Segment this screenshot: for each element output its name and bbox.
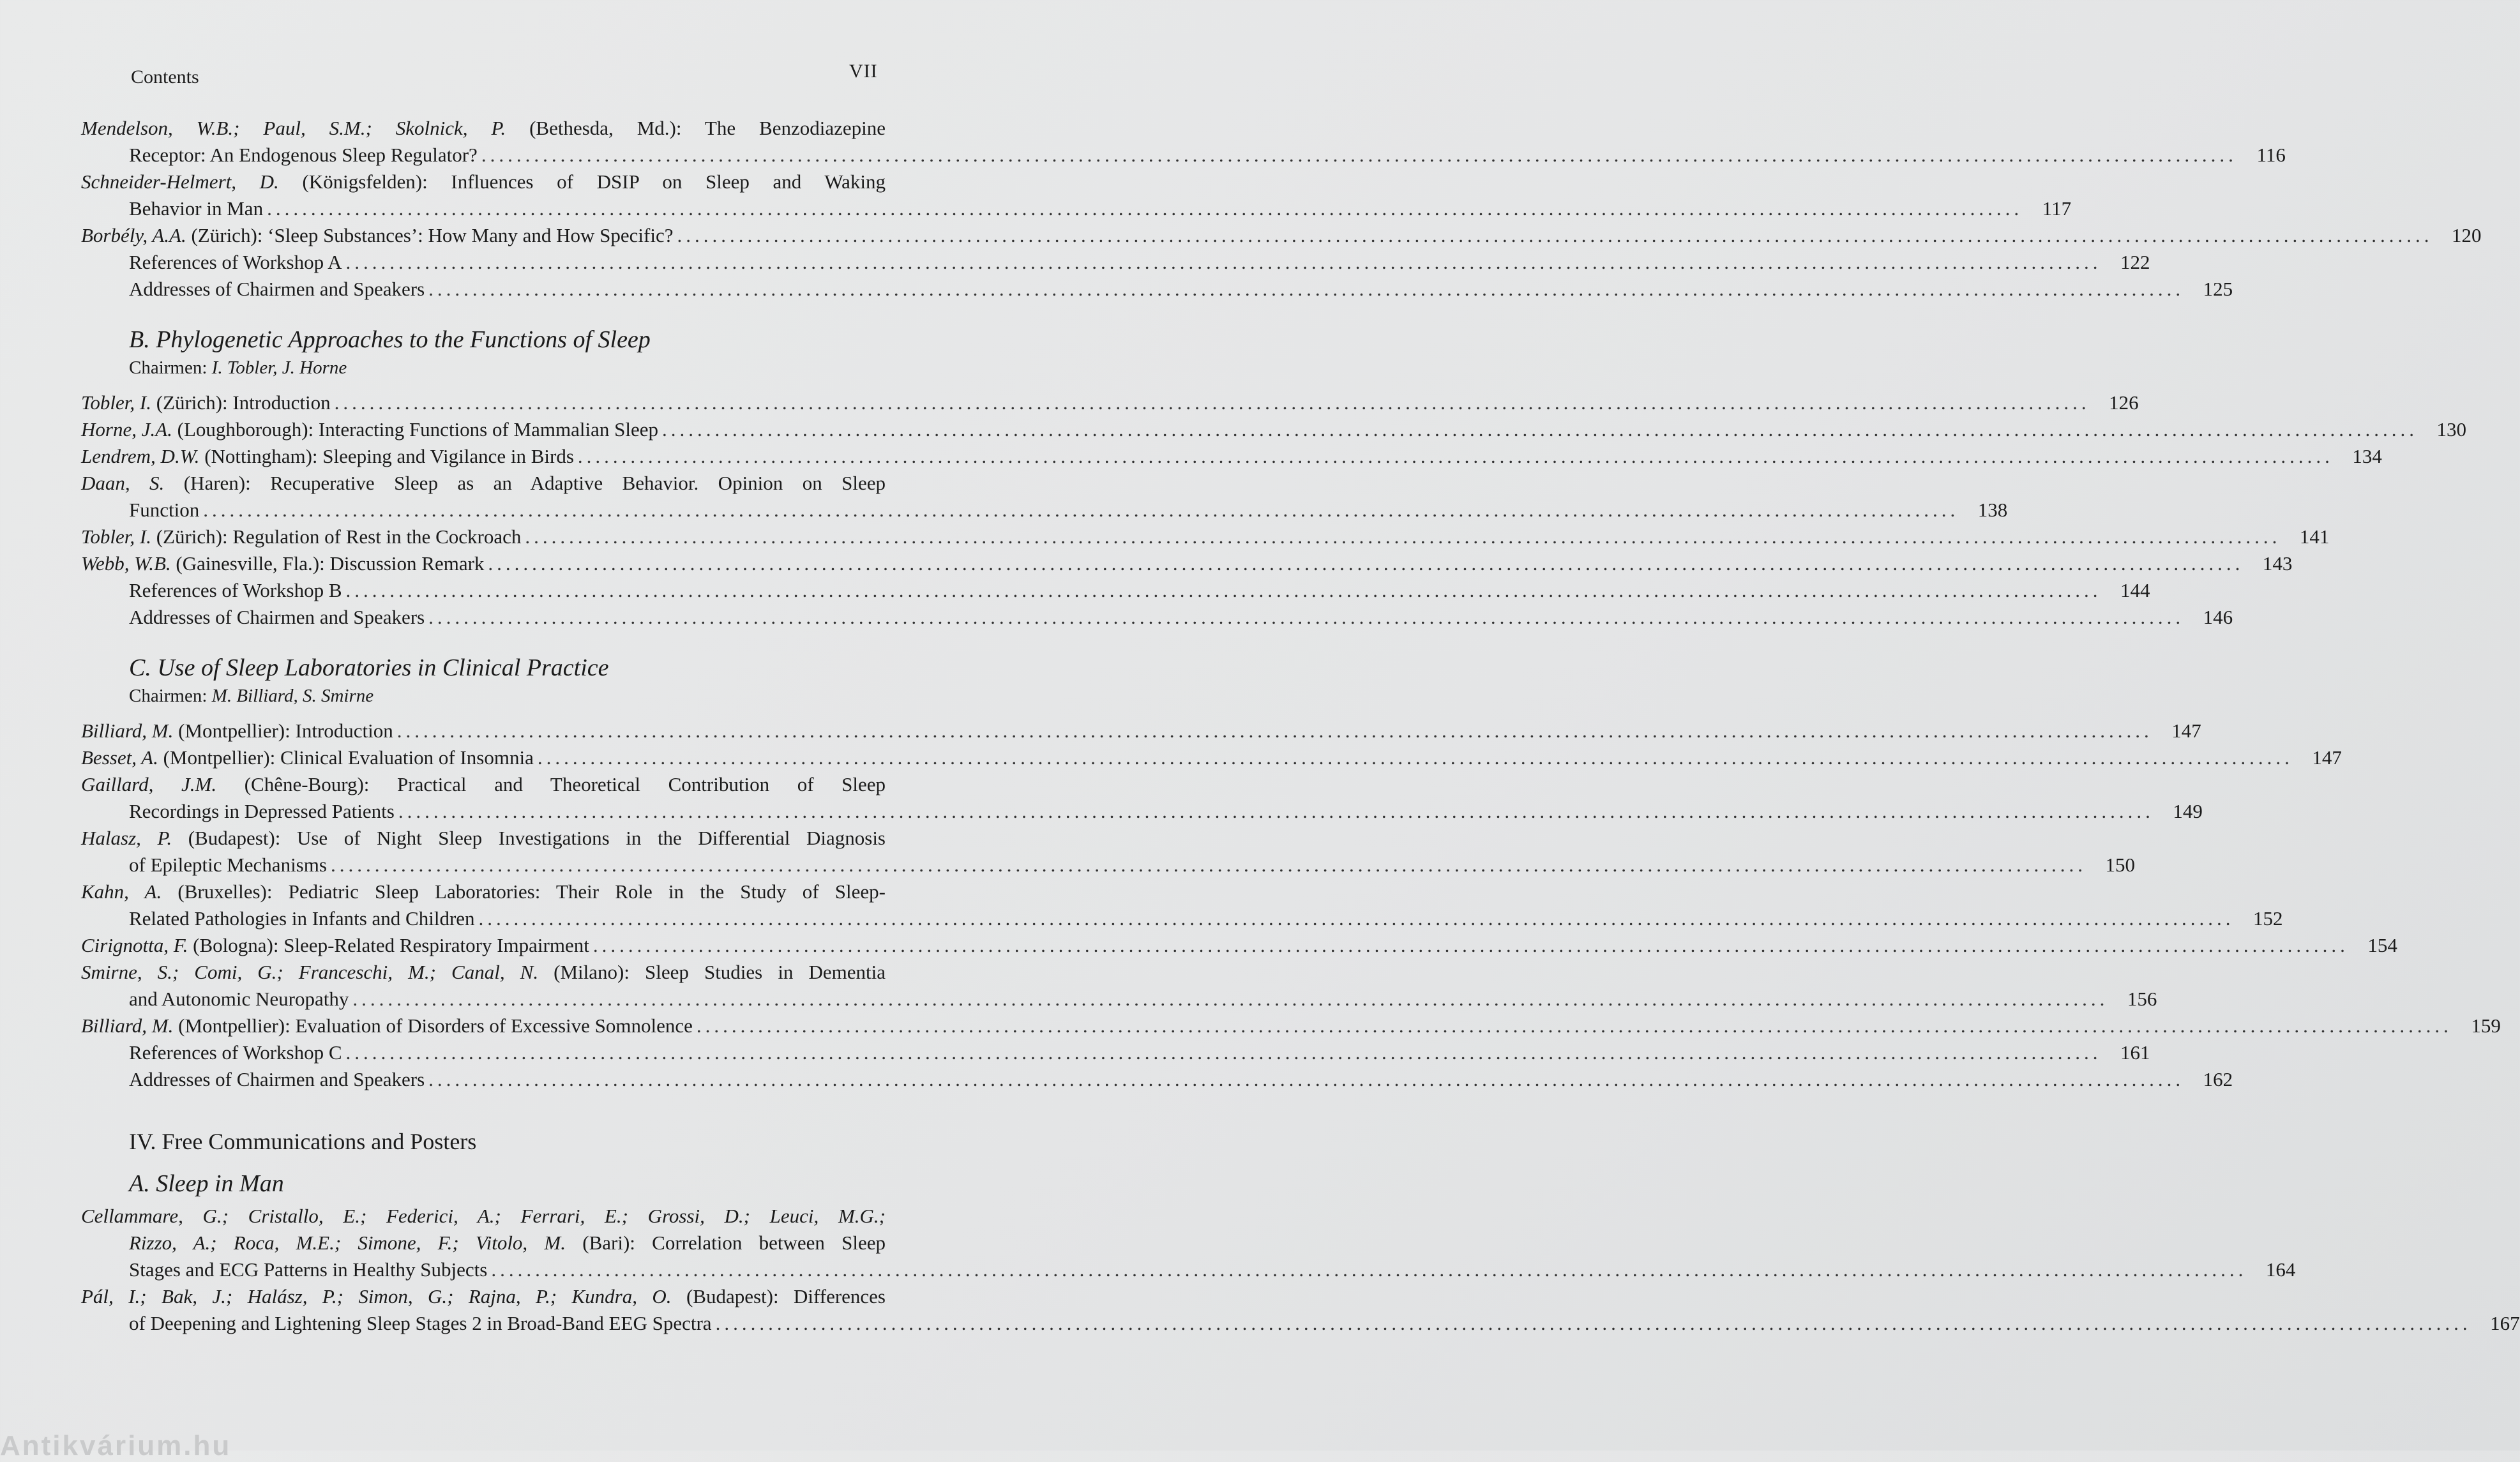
toc-entry	[81, 959, 2157, 1013]
toc-entry	[81, 443, 2382, 470]
entry-title-cont: Behavior in Man	[129, 197, 264, 220]
leader-dots: ........................................................................................................................................................................................................	[203, 499, 1959, 521]
entry-title: (Montpellier): Evaluation of Disorders of Excessive Somnolence	[173, 1014, 693, 1037]
entry-title: References of Workshop C	[129, 1041, 342, 1064]
entry-page: 120	[2451, 224, 2482, 246]
entry-title: (Bruxelles): Pediatric Sleep Laboratories: Their Role in the Study of Sleep-	[162, 880, 886, 903]
entry-title: (Chêne-Bourg): Practical and Theoretical Contribution of Sleep	[216, 773, 886, 795]
leader-dots: ........................................................................................................................................................................................................	[481, 144, 2237, 166]
section-heading: A. Sleep in Man	[129, 1170, 284, 1197]
leader-dots: ........................................................................................................................................................................................................	[525, 525, 2281, 548]
entry-page: 134	[2352, 445, 2382, 467]
toc-entry	[81, 115, 2286, 169]
entry-page: 126	[2109, 391, 2139, 414]
leader-dots: ........................................................................................................................................................................................................	[345, 579, 2102, 601]
toc-entry	[81, 718, 2201, 744]
section-heading: B. Phylogenetic Approaches to the Functions of Sleep	[129, 326, 651, 353]
entry-title: (Budapest): Use of Night Sleep Investigations in the Differential Diagnosis	[172, 827, 886, 849]
entry-authors: Kahn, A.	[81, 880, 162, 903]
entry-page: 147	[2312, 746, 2342, 769]
entry-authors: Smirne, S.; Comi, G.; Franceschi, M.; Canal, N.	[81, 961, 539, 983]
chairmen-line	[81, 355, 886, 381]
leader-dots: ........................................................................................................................................................................................................	[696, 1014, 2452, 1037]
entry-page: 149	[2173, 800, 2203, 822]
running-header: Contents	[131, 66, 199, 87]
entry-page: 162	[2203, 1068, 2233, 1090]
entry-page: 125	[2203, 278, 2233, 300]
entry-authors: Borbély, A.A.	[81, 224, 186, 246]
entry-authors: Horne, J.A.	[81, 418, 172, 441]
chairmen-label: Chairmen:	[129, 686, 207, 706]
entry-authors: Rizzo, A.; Roca, M.E.; Simone, F.; Vitolo, M.	[129, 1232, 566, 1254]
leader-dots: ........................................................................................................................................................................................................	[537, 746, 2293, 769]
entry-page: 154	[2367, 934, 2397, 956]
entry-title: (Zürich): Introduction	[151, 391, 331, 414]
entry-authors: Schneider-Helmert, D.	[81, 170, 279, 193]
toc-entry	[81, 825, 2135, 878]
entry-title-cont: of Epileptic Mechanisms	[129, 854, 327, 876]
leader-dots: ........................................................................................................................................................................................................	[592, 934, 2349, 956]
entry-authors: Cellammare, G.; Cristallo, E.; Federici, A.; Ferrari, E.; Grossi, D.; Leuci, M.G.;	[81, 1205, 886, 1227]
toc-entry	[81, 169, 2072, 222]
entry-authors: Billiard, M.	[81, 720, 174, 742]
entry-title: (Zürich): ‘Sleep Substances’: How Many and How Specific?	[186, 224, 674, 246]
page-number-roman: VII	[849, 61, 878, 82]
entry-page: 130	[2436, 418, 2466, 441]
toc-entry	[81, 744, 2342, 771]
leader-dots: ........................................................................................................................................................................................................	[330, 854, 2086, 876]
entry-title-cont: Stages and ECG Patterns in Healthy Subjects	[129, 1258, 488, 1281]
entry-page: 167	[2490, 1312, 2520, 1334]
entry-title-cont: Receptor: An Endogenous Sleep Regulator?	[129, 144, 478, 166]
toc-entry	[81, 1203, 2296, 1283]
leader-dots: ........................................................................................................................................................................................................	[428, 278, 2185, 300]
entry-authors: Halasz, P.	[81, 827, 172, 849]
toc-entry	[81, 771, 2203, 825]
entry-title: (Montpellier): Clinical Evaluation of Insomnia	[158, 746, 534, 769]
toc-entry-references	[81, 577, 2150, 604]
watermark: Antikvárium.hu	[0, 1430, 232, 1461]
entry-title: Addresses of Chairmen and Speakers	[129, 278, 425, 300]
entry-page: 117	[2042, 197, 2072, 220]
part-heading: IV. Free Communications and Posters	[129, 1129, 477, 1154]
leader-dots: ........................................................................................................................................................................................................	[488, 552, 2244, 575]
entry-title: (Montpellier): Introduction	[173, 720, 393, 742]
toc-entry-addresses	[81, 604, 2233, 631]
entry-title: References of Workshop B	[129, 579, 342, 601]
toc-entry	[81, 524, 2330, 550]
entry-title: (Zürich): Regulation of Rest in the Cockroach	[151, 525, 522, 548]
toc-entry	[81, 416, 2466, 443]
toc-entry	[81, 1013, 2501, 1039]
entry-page: 138	[1977, 499, 2008, 521]
entry-page: 156	[2127, 988, 2157, 1010]
leader-dots: ........................................................................................................................................................................................................	[478, 907, 2235, 930]
entry-page: 150	[2105, 854, 2135, 876]
entry-page: 152	[2253, 907, 2283, 930]
toc-entry	[81, 932, 2397, 959]
entry-title: (Haren): Recuperative Sleep as an Adaptive Behavior. Opinion on Sleep	[164, 472, 886, 494]
entry-page: 141	[2299, 525, 2330, 548]
chairmen-names: M. Billiard, S. Smirne	[211, 686, 374, 706]
entry-title: (Nottingham): Sleeping and Vigilance in Birds	[199, 445, 574, 467]
entry-page: 159	[2471, 1014, 2501, 1037]
leader-dots: ........................................................................................................................................................................................................	[428, 1068, 2185, 1090]
entry-title: (Bethesda, Md.): The Benzodiazepine	[506, 117, 886, 139]
leader-dots: ........................................................................................................................................................................................................	[577, 445, 2334, 467]
leader-dots: ........................................................................................................................................................................................................	[352, 988, 2109, 1010]
entry-authors: Mendelson, W.B.; Paul, S.M.; Skolnick, P.	[81, 117, 506, 139]
entry-page: 116	[2256, 144, 2286, 166]
entry-page: 147	[2171, 720, 2201, 742]
chairmen-label: Chairmen:	[129, 358, 207, 378]
table-of-contents	[81, 115, 2520, 1337]
entry-authors: Tobler, I.	[81, 391, 151, 414]
entry-title: (Königsfelden): Influences of DSIP on Sleep and Waking	[278, 170, 886, 193]
entry-title-cont: Function	[129, 499, 200, 521]
toc-entry	[81, 389, 2139, 416]
entry-authors: Cirignotta, F.	[81, 934, 188, 956]
leader-dots: ........................................................................................................................................................................................................	[491, 1258, 2247, 1281]
chairmen-names: I. Tobler, J. Horne	[211, 358, 347, 378]
section-heading: C. Use of Sleep Laboratories in Clinical Practice	[129, 654, 609, 681]
leader-dots: ........................................................................................................................................................................................................	[715, 1312, 2471, 1334]
leader-dots: ........................................................................................................................................................................................................	[345, 1041, 2102, 1064]
entry-page: 144	[2120, 579, 2150, 601]
toc-entry-references	[81, 249, 2150, 276]
entry-authors: Webb, W.B.	[81, 552, 171, 575]
toc-entry-addresses	[81, 1066, 2233, 1093]
toc-entry	[81, 878, 2283, 932]
leader-dots: ........................................................................................................................................................................................................	[267, 197, 2023, 220]
leader-dots: ........................................................................................................................................................................................................	[345, 251, 2102, 273]
entry-title: (Bari): Correlation between Sleep	[566, 1232, 886, 1254]
entry-authors: Gaillard, J.M.	[81, 773, 217, 795]
toc-entry	[81, 470, 2008, 524]
toc-entry	[81, 1283, 2520, 1337]
entry-title: Addresses of Chairmen and Speakers	[129, 1068, 425, 1090]
entry-title: References of Workshop A	[129, 251, 342, 273]
entry-title: (Loughborough): Interacting Functions of Mammalian Sleep	[172, 418, 658, 441]
toc-entry	[81, 550, 2293, 577]
entry-title-cont: Recordings in Depressed Patients	[129, 800, 395, 822]
toc-entry-addresses	[81, 276, 2233, 303]
entry-title-cont: and Autonomic Neuropathy	[129, 988, 349, 1010]
entry-title: (Budapest): Differences	[671, 1285, 886, 1308]
entry-authors: Besset, A.	[81, 746, 158, 769]
leader-dots: ........................................................................................................................................................................................................	[398, 800, 2154, 822]
entry-authors: Lendrem, D.W.	[81, 445, 200, 467]
entry-page: 122	[2120, 251, 2150, 273]
leader-dots: ........................................................................................................................................................................................................	[428, 606, 2185, 628]
chairmen-line	[81, 683, 886, 709]
leader-dots: ........................................................................................................................................................................................................	[334, 391, 2090, 414]
entry-title: (Milano): Sleep Studies in Dementia	[538, 961, 886, 983]
entry-title: (Bologna): Sleep-Related Respiratory Impairment	[188, 934, 589, 956]
leader-dots: ........................................................................................................................................................................................................	[661, 418, 2418, 441]
entry-authors: Tobler, I.	[81, 525, 151, 548]
entry-authors: Daan, S.	[81, 472, 165, 494]
entry-title-cont: of Deepening and Lightening Sleep Stages 2 in Broad-Band EEG Spectra	[129, 1312, 712, 1334]
entry-authors: Billiard, M.	[81, 1014, 174, 1037]
toc-entry-references	[81, 1039, 2150, 1066]
toc-entry	[81, 222, 2482, 249]
entry-title: Addresses of Chairmen and Speakers	[129, 606, 425, 628]
entry-authors: Pál, I.; Bak, J.; Halász, P.; Simon, G.; Rajna, P.; Kundra, O.	[81, 1285, 672, 1308]
leader-dots: ........................................................................................................................................................................................................	[396, 720, 2153, 742]
leader-dots: ........................................................................................................................................................................................................	[677, 224, 2433, 246]
entry-page: 161	[2120, 1041, 2150, 1064]
entry-page: 143	[2262, 552, 2293, 575]
entry-page: 164	[2265, 1258, 2296, 1281]
entry-title-cont: Related Pathologies in Infants and Children	[129, 907, 475, 930]
entry-page: 146	[2203, 606, 2233, 628]
entry-title: (Gainesville, Fla.): Discussion Remark	[170, 552, 485, 575]
